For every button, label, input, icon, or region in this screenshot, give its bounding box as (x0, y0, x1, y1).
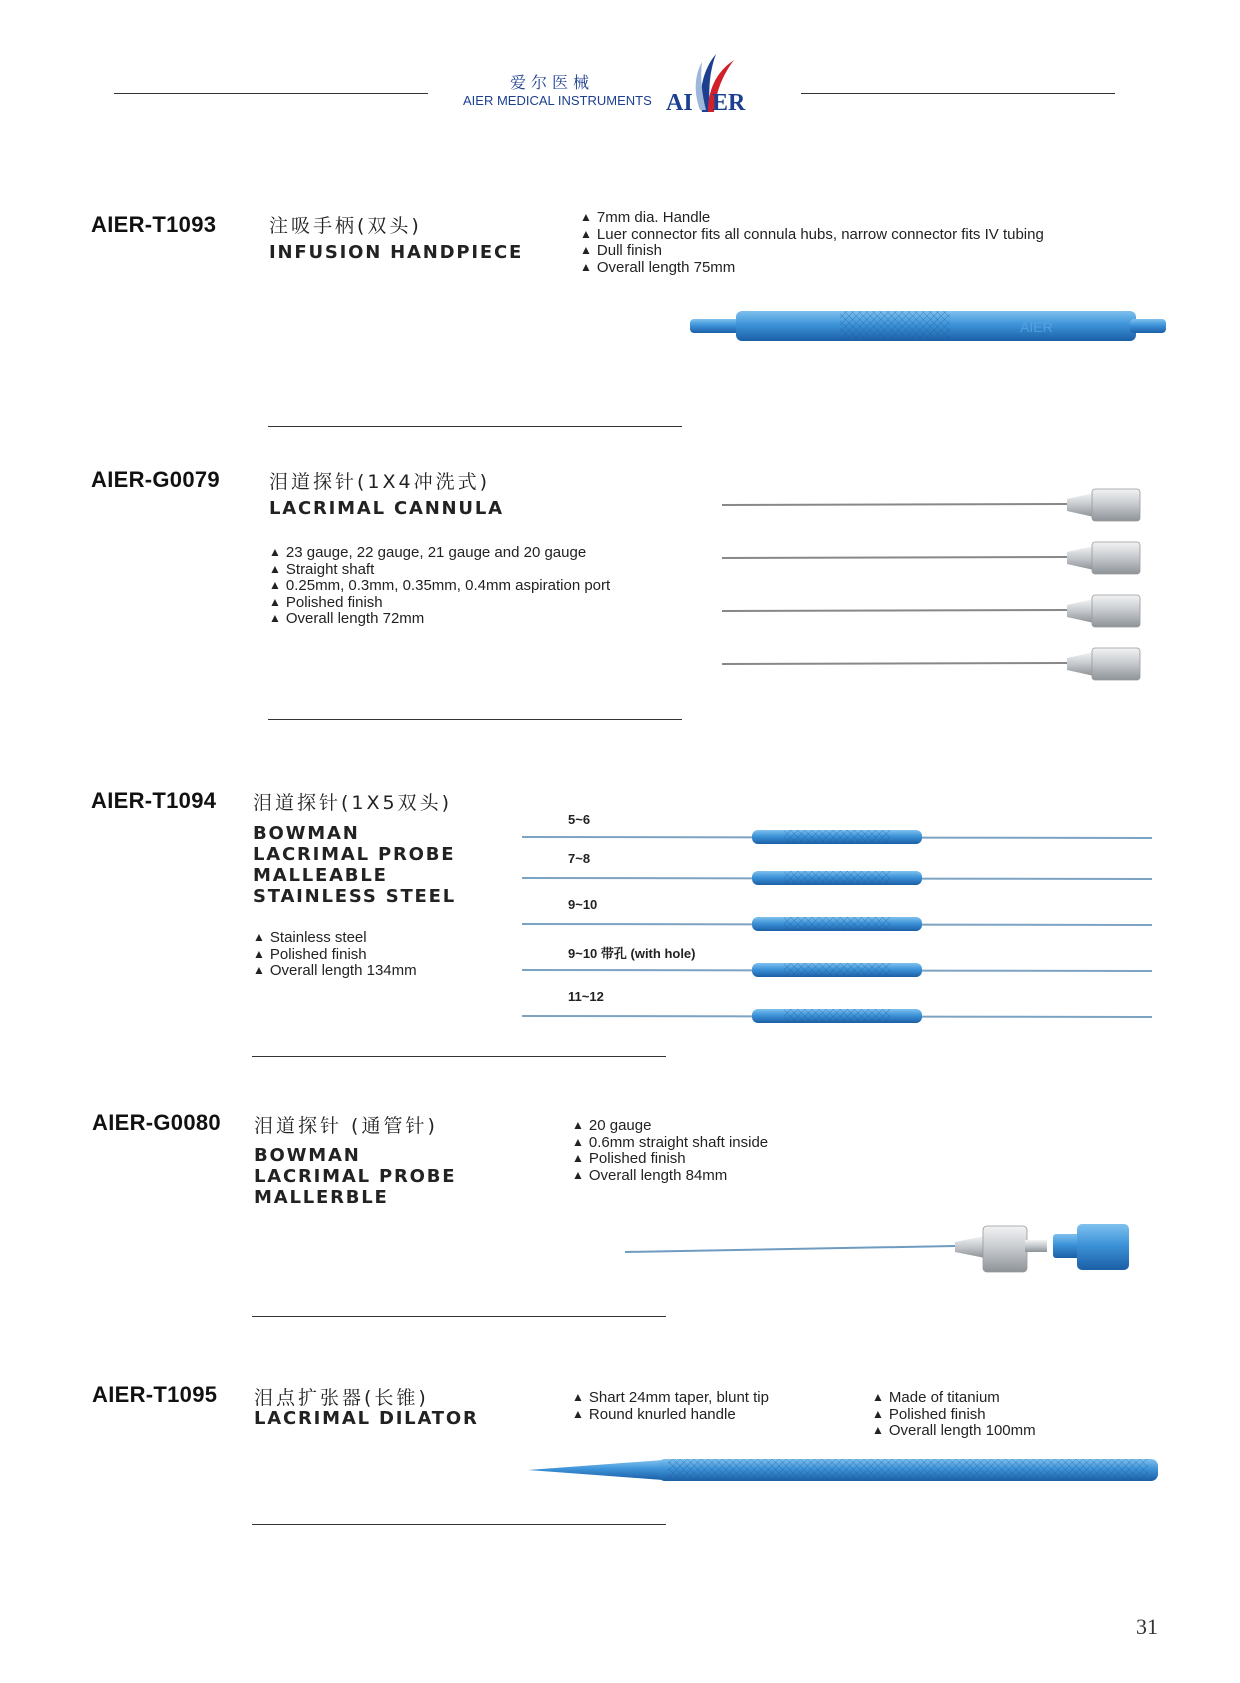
section-divider (252, 1316, 666, 1317)
feature-item: ▲ Polished finish (872, 1407, 1036, 1424)
feature-list (269, 545, 610, 628)
product-name-cn: 泪道探针 (通管针) (254, 1115, 438, 1137)
probe-size-label: 11~12 (568, 989, 604, 1004)
product-name-line: LACRIMAL PROBE (253, 844, 456, 865)
infusion-handpiece-image (690, 305, 1160, 355)
probe-item (522, 871, 1152, 885)
brand-right: ER (712, 90, 746, 116)
product-code: AIER-G0080 (92, 1110, 221, 1135)
feature-item: ▲ Polished finish (572, 1151, 768, 1168)
product-name-line: MALLERBLE (254, 1187, 389, 1208)
probe-size-label: 9~10 (568, 897, 598, 912)
brand-left: AI (666, 90, 693, 116)
product-name-en: LACRIMAL DILATOR (254, 1408, 479, 1429)
feature-item: ▲ Overall length 100mm (872, 1423, 1036, 1440)
feature-item: ▲ Overall length 72mm (269, 611, 610, 628)
bowman-probe-image (522, 825, 1152, 1025)
feature-item: ▲ Overall length 75mm (580, 260, 1044, 277)
product-name-line: MALLEABLE (253, 865, 388, 886)
feature-item: ▲ Shart 24mm taper, blunt tip (572, 1390, 769, 1407)
feature-list (572, 1118, 768, 1184)
probe-size-label: 7~8 (568, 851, 591, 866)
lacrimal-dilator-image (528, 1455, 1168, 1485)
feature-item: ▲ Overall length 134mm (253, 963, 417, 980)
handpiece-engraving: AIER (1020, 319, 1053, 335)
probe-item (522, 963, 1152, 977)
probe-size-label: 9~10 带孔 (with hole) (568, 946, 696, 961)
page-number: 31 (1136, 1614, 1158, 1639)
probe-item (522, 1009, 1152, 1023)
product-name-en: INFUSION HANDPIECE (269, 242, 524, 263)
feature-item: ▲ 7mm dia. Handle (580, 210, 1044, 227)
feature-item: ▲ Dull finish (580, 243, 1044, 260)
product-name-en (253, 823, 456, 907)
feature-item: ▲ Overall length 84mm (572, 1168, 768, 1185)
probe-item (522, 830, 1152, 844)
product-name-line: BOWMAN (253, 823, 360, 844)
product-name-cn: 泪道探针(1X4冲洗式) (269, 471, 491, 493)
cannula-item (722, 542, 1140, 574)
product-name-cn: 注吸手柄(双头) (269, 215, 422, 237)
feature-item: ▲ Polished finish (253, 947, 417, 964)
brand-logo (664, 50, 754, 120)
company-name-en: AIER MEDICAL INSTRUMENTS (463, 93, 652, 108)
product-name-line: BOWMAN (254, 1145, 361, 1166)
feature-item: ▲ Polished finish (269, 595, 610, 612)
section-divider (268, 719, 682, 720)
feature-item: ▲ Round knurled handle (572, 1407, 769, 1424)
probe-item (522, 917, 1152, 931)
feature-list-secondary (872, 1390, 1036, 1440)
product-name-line: STAINLESS STEEL (253, 886, 456, 907)
product-name-cn: 泪道探针(1X5双头) (253, 792, 453, 814)
feature-list (253, 930, 417, 980)
feature-list (580, 210, 1044, 276)
feature-item: ▲ 0.25mm, 0.3mm, 0.35mm, 0.4mm aspiration port (269, 578, 610, 595)
company-name-cn: 爱尔医械 (510, 73, 595, 92)
product-code: AIER-T1095 (92, 1382, 218, 1407)
product-code: AIER-G0079 (91, 467, 220, 492)
cannula-item (722, 595, 1140, 627)
feature-item: ▲ Luer connector fits all connula hubs, narrow connector fits IV tubing (580, 227, 1044, 244)
feature-item: ▲ 0.6mm straight shaft inside (572, 1135, 768, 1152)
section-divider (268, 426, 682, 427)
cannula-item (722, 489, 1140, 521)
feature-item: ▲ 23 gauge, 22 gauge, 21 gauge and 20 gauge (269, 545, 610, 562)
probe-size-label: 5~6 (568, 812, 591, 827)
section-divider (252, 1524, 666, 1525)
probe-with-hub-image (625, 1222, 1155, 1282)
product-name-en (254, 1145, 456, 1208)
product-name-en: LACRIMAL CANNULA (269, 498, 504, 519)
header-rule-right (801, 93, 1115, 94)
lacrimal-cannula-image (722, 485, 1152, 685)
feature-item: ▲ Made of titanium (872, 1390, 1036, 1407)
section-divider (252, 1056, 666, 1057)
feature-list (572, 1390, 769, 1423)
product-name-cn: 泪点扩张器(长锥) (254, 1387, 429, 1409)
product-code: AIER-T1094 (91, 788, 217, 813)
cannula-item (722, 648, 1140, 680)
header-rule-left (114, 93, 428, 94)
feature-item: ▲ Stainless steel (253, 930, 417, 947)
product-name-line: LACRIMAL PROBE (254, 1166, 457, 1187)
product-code: AIER-T1093 (91, 212, 217, 237)
feature-item: ▲ Straight shaft (269, 562, 610, 579)
feature-item: ▲ 20 gauge (572, 1118, 768, 1135)
